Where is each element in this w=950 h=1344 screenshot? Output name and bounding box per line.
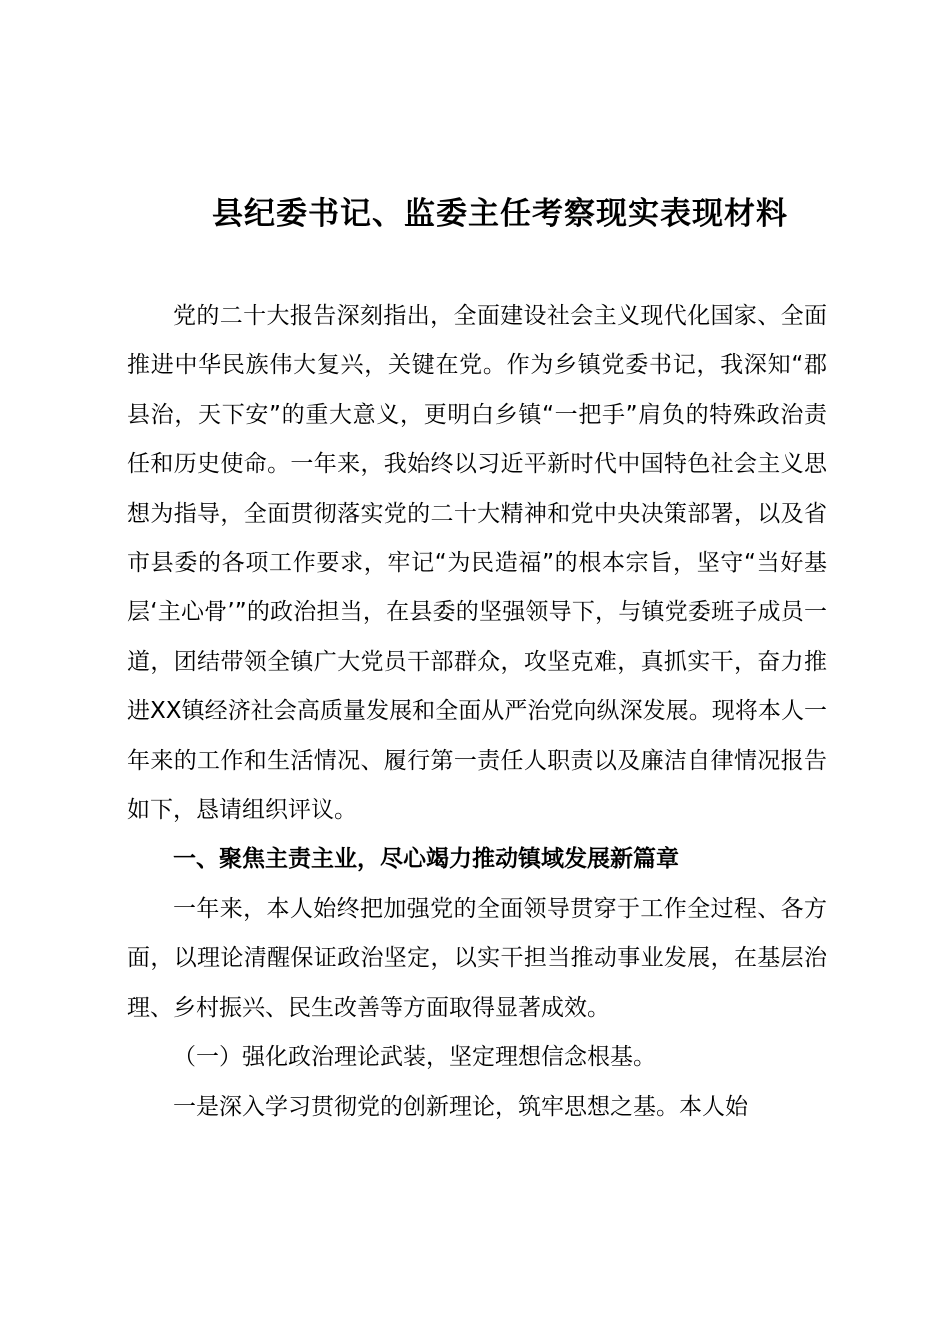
subsection-heading-1: （一）强化政治理论武装，坚定理想信念根基。 xyxy=(173,1044,656,1071)
document-body xyxy=(127,292,827,1132)
document-title: 县纪委书记、监委主任考察现实表现材料 xyxy=(212,196,788,232)
intro-paragraph: 党的二十大报告深刻指出，全面建设社会主义现代化国家、全面推进中华民族伟大复兴，关键在党。作为乡镇党委书记，我深知“郡县治，天下安”的重大意义，更明白乡镇“一把手”肩负的特殊政治责任和历史使命。一年来，我始终以习近平新时代中国特色社会主义思想为指导，全面贯彻落实党的二十大精神和党中央决策部署，以及省市县委的各项工作要求，牢记“为民造福”的根本宗旨，坚守“当好基层‘主心骨’”的政治担当，在县委的坚强领导下，与镇党委班子成员一道，团结带领全镇广大党员干部群众，攻坚克难，真抓实干，奋力推进XX镇经济社会高质量发展和全面从严治党向纵深发展。现将本人一年来的工作和生活情况、履行第一责任人职责以及廉洁自律情况报告如下，恳请组织评议。 xyxy=(127,303,827,824)
section-1-paragraph: 一年来，本人始终把加强党的全面领导贯穿于工作全过程、各方面，以理论清醒保证政治坚定，以实干担当推动事业发展，在基层治理、乡村振兴、民生改善等方面取得显著成效。 xyxy=(127,895,827,1021)
subsection-1-paragraph: 一是深入学习贯彻党的创新理论，筑牢思想之基。本人始 xyxy=(173,1093,748,1120)
section-heading-1: 一、聚焦主责主业，尽心竭力推动镇域发展新篇章 xyxy=(173,846,679,873)
